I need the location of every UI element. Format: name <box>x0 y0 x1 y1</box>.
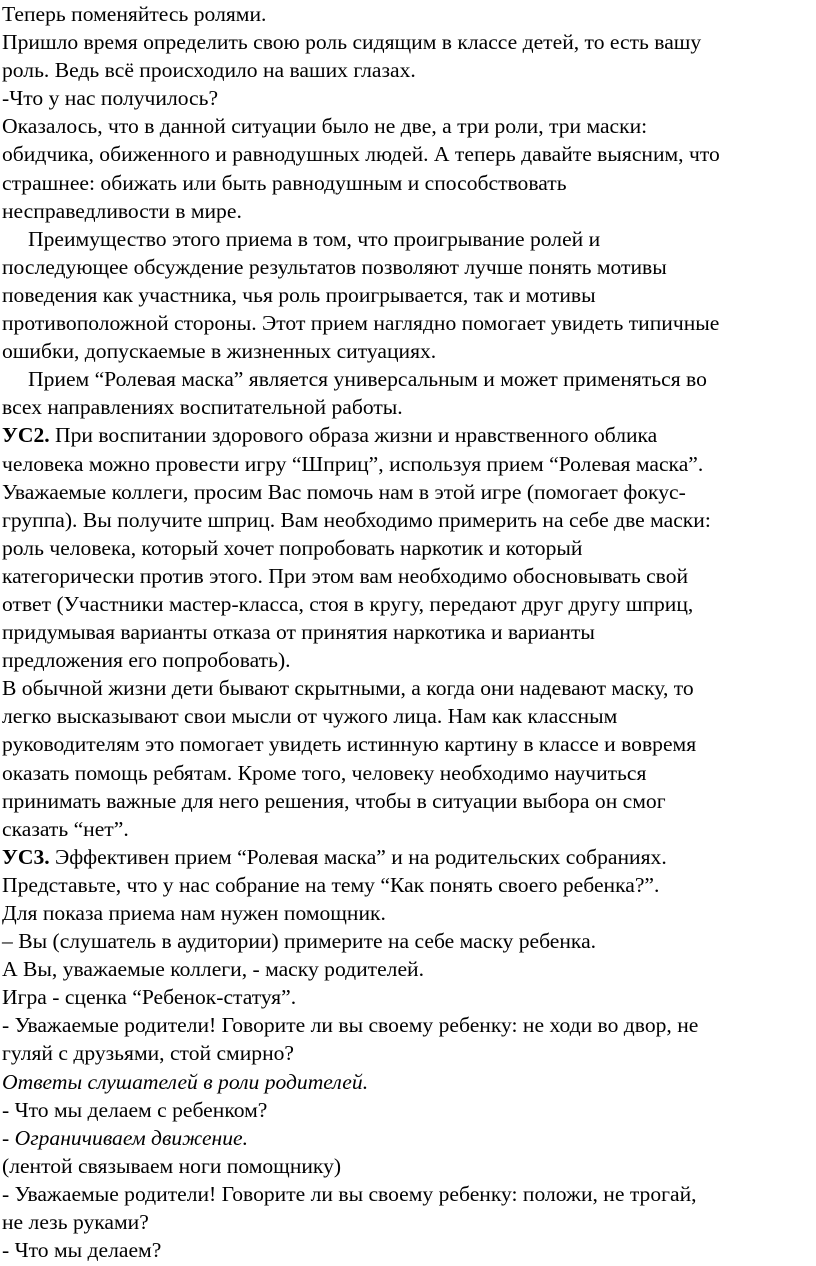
text-line-mixed <box>2 1124 816 1152</box>
text-line: – Вы (слушатель в аудитории) примерите на себе маску ребенка. <box>2 929 597 954</box>
text-line: человека можно провести игру “Шприц”, используя прием “Ролевая маска”. <box>2 451 704 476</box>
text-line: поведения как участника, чья роль проигрывается, так и мотивы <box>2 282 596 307</box>
text-line-indented: Прием “Ролевая маска” является универсальным и может применяться во <box>28 367 707 392</box>
text-line-us3 <box>2 843 816 871</box>
text-line: предложения его попробовать). <box>2 648 291 673</box>
text-line: В обычной жизни дети бывают скрытными, а когда они надевают маску, то <box>2 676 694 701</box>
text-line-indented: Преимущество этого приема в том, что проигрывание ролей и <box>28 226 601 251</box>
text-line: - Уважаемые родители! Говорите ли вы своему ребенку: положи, не трогай, <box>2 1181 697 1206</box>
text-line: несправедливости в мире. <box>2 198 242 223</box>
text-run: При воспитании здорового образа жизни и нравственного облика <box>49 423 658 448</box>
text-line: легко высказывают свои мысли от чужого лица. Нам как классным <box>2 704 618 729</box>
text-line-italic: Ответы слушателей в роли родителей. <box>2 1069 369 1094</box>
text-line: группа). Вы получите шприц. Вам необходимо примерить на себе две маски: <box>2 507 711 532</box>
text-line: последующее обсуждение результатов позволяют лучше понять мотивы <box>2 254 667 279</box>
text-line: Для показа приема нам нужен помощник. <box>2 901 386 925</box>
text-line: ошибки, допускаемые в жизненных ситуациях. <box>2 339 437 364</box>
text-line: страшнее: обижать или быть равнодушным и способствовать <box>2 170 567 195</box>
text-line: руководителям это помогает увидеть истинную картину в классе и вовремя <box>2 732 697 757</box>
text-line: - Что мы делаем с ребенком? <box>2 1097 268 1122</box>
text-line: придумывая варианты отказа от принятия наркотика и варианты <box>2 620 595 645</box>
text-run: Эффективен прием “Ролевая маска” и на родительских собраниях. <box>49 844 667 869</box>
text-line: Представьте, что у нас собрание на тему “Как понять своего ребенка?”. <box>2 872 660 897</box>
section-label-us3: УС3. <box>2 844 50 869</box>
text-line: - Что мы делаем? <box>2 1238 162 1263</box>
text-line: Теперь поменяйтесь ролями. <box>2 2 267 26</box>
text-line: Игра - сценка “Ребенок-статуя”. <box>2 985 297 1010</box>
text-line: (лентой связываем ноги помощнику) <box>2 1153 342 1178</box>
text-line: оказать помощь ребятам. Кроме того, человеку необходимо научиться <box>2 760 647 785</box>
text-line: Пришло время определить свою роль сидящим в классе детей, то есть вашу <box>2 30 702 55</box>
text-line: роль человека, который хочет попробовать наркотик и который <box>2 535 583 560</box>
document-body <box>2 0 816 1264</box>
dash-lead: - <box>2 1125 15 1150</box>
text-line: Уважаемые коллеги, просим Вас помочь нам в этой игре (помогает фокус- <box>2 479 686 504</box>
text-line: А Вы, уважаемые коллеги, - маску родителей. <box>2 957 424 982</box>
text-line: роль. Ведь всё происходило на ваших глазах. <box>2 58 416 83</box>
text-line: Оказалось, что в данной ситуации было не две, а три роли, три маски: <box>2 114 648 139</box>
text-line: ответ (Участники мастер-класса, стоя в кругу, передают друг другу шприц, <box>2 591 694 616</box>
text-line: не лезь руками? <box>2 1210 149 1235</box>
text-line: -Что у нас получилось? <box>2 86 219 111</box>
text-line: гуляй с друзьями, стой смирно? <box>2 1041 295 1066</box>
text-line: - Уважаемые родители! Говорите ли вы своему ребенку: не ходи во двор, не <box>2 1013 699 1038</box>
text-line: противоположной стороны. Этот прием наглядно помогает увидеть типичные <box>2 311 720 336</box>
text-line: сказать “нет”. <box>2 816 129 841</box>
text-line: обидчика, обиженного и равнодушных людей. А теперь давайте выясним, что <box>2 142 720 167</box>
text-line: категорически против этого. При этом вам необходимо обосновывать свой <box>2 563 689 588</box>
section-label-us2: УС2. <box>2 423 50 448</box>
italic-run: Ограничиваем движение. <box>14 1125 249 1150</box>
text-line: принимать важные для него решения, чтобы в ситуации выбора он смог <box>2 788 666 813</box>
text-line: всех направлениях воспитательной работы. <box>2 395 403 420</box>
text-line-us2 <box>2 421 816 449</box>
